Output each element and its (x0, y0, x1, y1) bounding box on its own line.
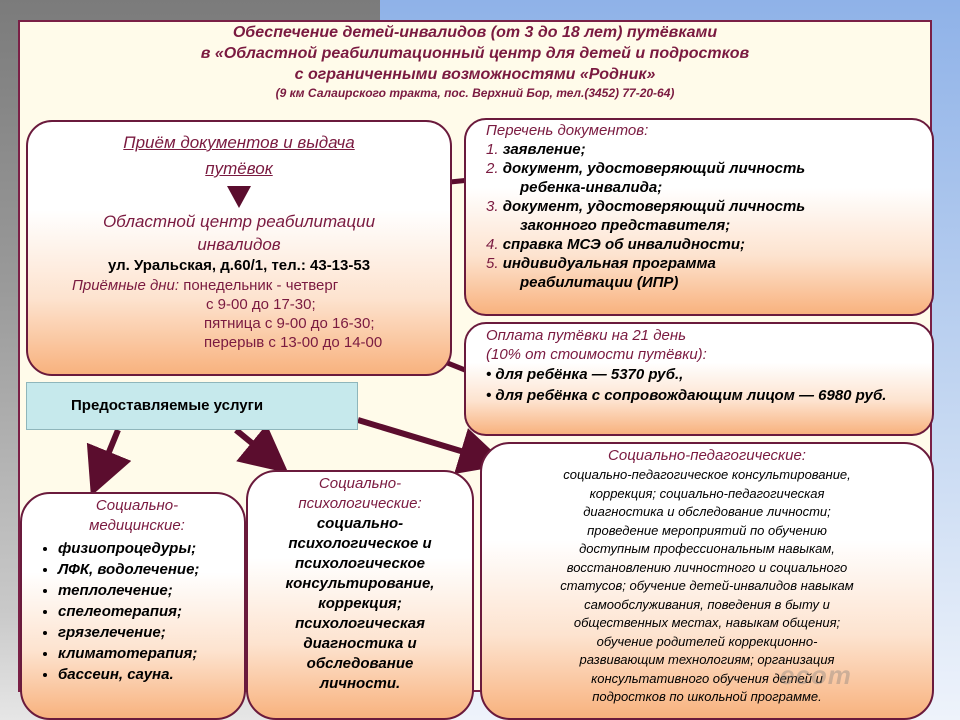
psychological-line: психологическое и (288, 535, 432, 552)
down-triangle-icon (227, 186, 251, 208)
documents-item-1 (486, 140, 914, 159)
psychological-heading-line-2: психологические: (298, 495, 422, 512)
medical-item: • физиопроцедуры; (58, 538, 236, 559)
documents-item-5 (486, 254, 914, 273)
medical-list (38, 538, 236, 685)
medical-services-box (20, 492, 246, 720)
documents-item-4-num: 4. (486, 236, 503, 253)
medical-heading (38, 496, 236, 536)
reception-heading (28, 130, 450, 182)
reception-heading-line-2: путёвок (205, 159, 273, 178)
documents-item-3 (486, 197, 914, 216)
reception-address: ул. Уральская, д.60/1, тел.: 43-13-53 (107, 257, 371, 274)
title-line-3: с ограниченными возможностями «Родник» (294, 66, 656, 83)
pedagogical-line: доступным профессиональным навыкам, (579, 541, 835, 556)
payment-item-2-text: для ребёнка с сопровождающим лицом — 6980 руб. (495, 387, 887, 404)
reception-hours-2: пятница с 9-00 до 16-30; (204, 315, 375, 332)
documents-item-2-text: документ, удостоверяющий личность (502, 160, 806, 177)
documents-item-5-text: индивидуальная программа (502, 255, 716, 272)
pedagogical-line: общественных местах, навыкам общения; (573, 615, 841, 630)
pedagogical-line: консультативного обучения детей и (591, 670, 823, 686)
pedagogical-line: коррекция; социально-педагогическая (589, 485, 825, 501)
medical-item: • грязелечение; (58, 622, 236, 643)
pedagogical-line: самообслуживания, поведения в быту и (584, 596, 830, 612)
services-label: Предоставляемые услуги (26, 382, 358, 430)
medical-item: • климатотерапия; (58, 643, 236, 664)
documents-item-4-text: справка МСЭ об инвалидности; (502, 236, 746, 253)
medical-item: • спелеотерапия; (58, 601, 236, 622)
pedagogical-line: восстановлению личностного и социального (566, 559, 848, 575)
reception-hours-1: с 9-00 до 17-30; (206, 296, 316, 313)
pedagogical-line: подростков по школьной программе. (592, 689, 822, 704)
payment-item-1-text: для ребёнка — 5370 руб., (495, 366, 684, 383)
documents-item-2 (486, 159, 914, 178)
reception-hours-3: перерыв с 13-00 до 14-00 (204, 334, 383, 351)
documents-item-3-text: документ, удостоверяющий личность (502, 198, 806, 215)
payment-heading-1: Оплата путёвки на 21 день (486, 327, 686, 344)
reception-org (28, 210, 450, 256)
documents-item-2-cont: ребенка-инвалида; (520, 179, 663, 196)
reception-heading-line-1: Приём документов и выдача (123, 133, 355, 152)
psychological-line: личности. (319, 675, 401, 692)
pedagogical-line: проведение мероприятий по обучению (587, 522, 827, 538)
documents-item-2-num: 2. (486, 160, 503, 177)
title-line-4: (9 км Салаирского тракта, пос. Верхний Бор, тел.(3452) 77-20-64) (275, 86, 675, 100)
pedagogical-services-box (480, 442, 934, 720)
reception-days (28, 276, 450, 352)
pedagogical-heading: Социально-педагогические: (608, 447, 806, 464)
arrow-to-medical (100, 430, 118, 474)
medical-item: • ЛФК, водолечение; (58, 559, 236, 580)
psychological-line: обследование (306, 655, 414, 672)
documents-item-1-num: 1. (486, 141, 503, 158)
documents-box (464, 118, 934, 316)
reception-days-label: Приёмные дни: (72, 277, 180, 294)
payment-item-1: • для ребёнка — 5370 руб., (486, 366, 684, 383)
payment-box (464, 322, 934, 436)
documents-item-1-text: заявление; (502, 141, 586, 158)
pedagogical-line: статусов; обучение детей-инвалидов навыкам (560, 578, 854, 593)
payment-heading-2: (10% от стоимости путёвки): (486, 346, 707, 363)
medical-item: • бассеин, сауна. (58, 664, 236, 685)
pedagogical-line: развивающим технологиям; организация (579, 652, 835, 667)
documents-item-5-cont: реабилитации (ИПР) (520, 274, 679, 291)
documents-item-3-cont: законного представителя; (520, 217, 731, 234)
arrow-to-psychological (236, 430, 270, 458)
psychological-heading-line-1: Социально- (318, 475, 402, 492)
reception-org-line-2: инвалидов (197, 235, 281, 254)
documents-heading: Перечень документов: (486, 122, 649, 139)
psychological-line: коррекция; (318, 595, 402, 612)
medical-item: • теплолечение; (58, 580, 236, 601)
medical-heading-line-1: Социально- (95, 497, 179, 514)
title-line-1: Обеспечение детей-инвалидов (от 3 до 18 лет) путёвками (232, 24, 718, 41)
medical-heading-line-2: медицинские: (89, 517, 185, 534)
psychological-line: диагностика и (303, 635, 417, 652)
documents-item-3-num: 3. (486, 198, 503, 215)
reception-days-value: понедельник - четверг (179, 277, 339, 294)
psychological-line: социально- (316, 515, 404, 532)
reception-org-line-1: Областной центр реабилитации (102, 212, 376, 231)
psychological-line: консультирование, (285, 575, 435, 592)
documents-item-4 (486, 235, 914, 254)
documents-item-5-num: 5. (486, 255, 503, 272)
psychological-line: психологическая (295, 615, 425, 632)
payment-item-2: • для ребёнка с сопровождающим лицом — 6980 руб. (486, 387, 887, 404)
psychological-line: психологическое (295, 555, 425, 572)
psychological-heading (254, 474, 466, 514)
pedagogical-line: социально-педагогическое консультирование, (563, 467, 851, 482)
pedagogical-line: обучение родителей коррекционно- (596, 633, 818, 649)
psychological-services-box (246, 470, 474, 720)
reception-box (26, 120, 452, 376)
pedagogical-line: диагностика и обследование личности; (583, 504, 831, 519)
watermark-logo: ecom (780, 660, 852, 690)
arrow-to-pedagogical (358, 420, 484, 458)
title-line-2: в «Областной реабилитационный центр для детей и подростков (200, 45, 750, 62)
